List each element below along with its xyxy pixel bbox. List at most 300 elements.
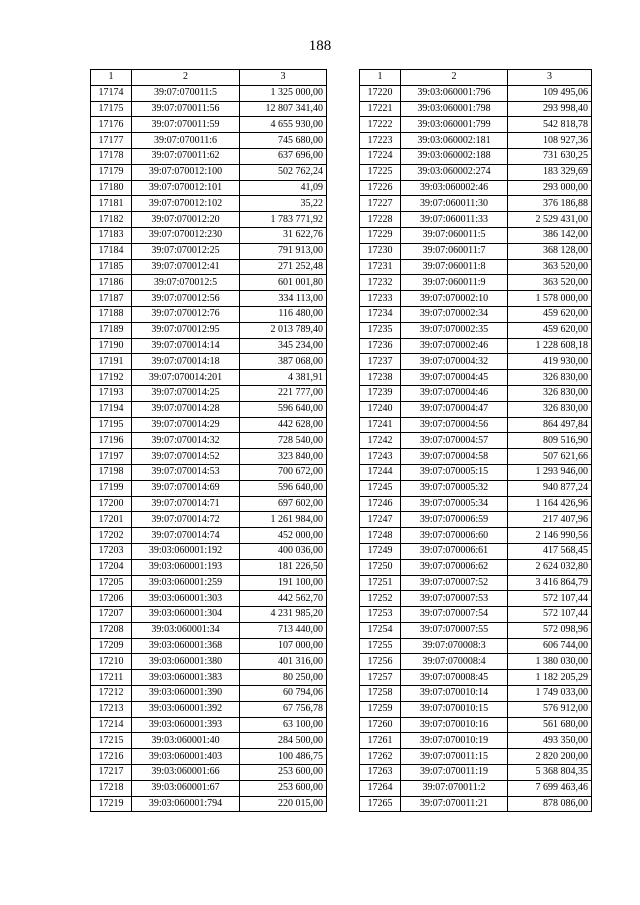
value-amount: 7 699 463,46	[508, 780, 592, 796]
value-amount: 878 086,00	[508, 796, 592, 812]
row-number: 17235	[360, 322, 401, 338]
cadastral-number: 39:07:070008:45	[401, 670, 508, 686]
value-amount: 1 578 000,00	[508, 291, 592, 307]
value-amount: 601 001,80	[240, 275, 327, 291]
value-amount: 326 830,00	[508, 385, 592, 401]
table-row	[360, 512, 592, 528]
cadastral-number: 39:07:070014:53	[132, 464, 240, 480]
value-amount: 1 325 000,00	[240, 85, 327, 101]
table-row	[91, 528, 327, 544]
table-row	[360, 464, 592, 480]
value-amount: 542 818,78	[508, 117, 592, 133]
value-amount: 363 520,00	[508, 259, 592, 275]
table-row	[360, 85, 592, 101]
row-number: 17199	[91, 480, 132, 496]
table-row	[91, 370, 327, 386]
row-number: 17220	[360, 85, 401, 101]
table-row	[91, 243, 327, 259]
table-row	[360, 148, 592, 164]
cadastral-number: 39:03:060001:794	[132, 796, 240, 812]
value-amount: 100 486,75	[240, 749, 327, 765]
value-amount: 221 777,00	[240, 385, 327, 401]
row-number: 17174	[91, 85, 132, 101]
row-number: 17194	[91, 401, 132, 417]
value-amount: 572 107,44	[508, 591, 592, 607]
value-amount: 596 640,00	[240, 480, 327, 496]
value-amount: 637 696,00	[240, 148, 327, 164]
cadastral-number: 39:07:070011:2	[401, 780, 508, 796]
row-number: 17213	[91, 701, 132, 717]
row-number: 17178	[91, 148, 132, 164]
row-number: 17208	[91, 622, 132, 638]
table-row	[360, 401, 592, 417]
value-amount: 1 182 205,29	[508, 670, 592, 686]
value-amount: 2 529 431,00	[508, 212, 592, 228]
cadastral-number: 39:03:060002:46	[401, 180, 508, 196]
cadastral-number: 39:07:070012:56	[132, 291, 240, 307]
row-number: 17216	[91, 749, 132, 765]
table-row	[91, 496, 327, 512]
value-amount: 1 380 030,00	[508, 654, 592, 670]
row-number: 17186	[91, 275, 132, 291]
row-number: 17248	[360, 528, 401, 544]
row-number: 17223	[360, 133, 401, 149]
value-amount: 35,22	[240, 196, 327, 212]
value-amount: 345 234,00	[240, 338, 327, 354]
table-row	[360, 133, 592, 149]
table-row	[360, 259, 592, 275]
value-amount: 452 000,00	[240, 528, 327, 544]
table-row	[360, 449, 592, 465]
row-number: 17240	[360, 401, 401, 417]
cadastral-number: 39:07:070010:19	[401, 733, 508, 749]
cadastral-number: 39:07:070012:101	[132, 180, 240, 196]
value-amount: 284 500,00	[240, 733, 327, 749]
table-row	[360, 433, 592, 449]
value-amount: 713 440,00	[240, 622, 327, 638]
cadastral-number: 39:03:060001:259	[132, 575, 240, 591]
col-header-2: 2	[132, 70, 240, 86]
cadastral-number: 39:07:070004:58	[401, 449, 508, 465]
table-row	[91, 780, 327, 796]
row-number: 17192	[91, 370, 132, 386]
value-amount: 400 036,00	[240, 543, 327, 559]
table-row	[91, 796, 327, 812]
cadastral-number: 39:07:060011:33	[401, 212, 508, 228]
cadastral-number: 39:07:070002:34	[401, 306, 508, 322]
value-amount: 293 998,40	[508, 101, 592, 117]
row-number: 17222	[360, 117, 401, 133]
table-row	[360, 306, 592, 322]
cadastral-number: 39:03:060001:66	[132, 765, 240, 781]
cadastral-number: 39:03:060001:34	[132, 622, 240, 638]
value-amount: 181 226,50	[240, 559, 327, 575]
table-row	[91, 259, 327, 275]
table-row	[360, 164, 592, 180]
table-row	[360, 338, 592, 354]
table-row	[91, 575, 327, 591]
table-row	[91, 433, 327, 449]
table-row	[360, 701, 592, 717]
row-number: 17198	[91, 464, 132, 480]
cadastral-number: 39:07:070005:34	[401, 496, 508, 512]
table-row	[91, 85, 327, 101]
table-row	[360, 765, 592, 781]
value-amount: 183 329,69	[508, 164, 592, 180]
table-row	[91, 180, 327, 196]
table-row	[360, 101, 592, 117]
cadastral-number: 39:07:060011:9	[401, 275, 508, 291]
cadastral-number: 39:07:070007:53	[401, 591, 508, 607]
value-amount: 4 381,91	[240, 370, 327, 386]
value-amount: 67 756,78	[240, 701, 327, 717]
row-number: 17250	[360, 559, 401, 575]
row-number: 17260	[360, 717, 401, 733]
row-number: 17243	[360, 449, 401, 465]
table-row	[360, 528, 592, 544]
table-row	[91, 338, 327, 354]
value-amount: 809 516,90	[508, 433, 592, 449]
row-number: 17212	[91, 686, 132, 702]
value-amount: 401 316,00	[240, 654, 327, 670]
cadastral-number: 39:07:070014:18	[132, 354, 240, 370]
value-amount: 697 602,00	[240, 496, 327, 512]
row-number: 17215	[91, 733, 132, 749]
table-row	[91, 701, 327, 717]
table-row	[91, 212, 327, 228]
cadastral-number: 39:03:060001:368	[132, 638, 240, 654]
table-row	[360, 622, 592, 638]
value-amount: 745 680,00	[240, 133, 327, 149]
value-amount: 1 228 608,18	[508, 338, 592, 354]
row-number: 17245	[360, 480, 401, 496]
value-amount: 2 624 032,80	[508, 559, 592, 575]
row-number: 17185	[91, 259, 132, 275]
value-amount: 116 480,00	[240, 306, 327, 322]
cadastral-number: 39:07:070011:5	[132, 85, 240, 101]
cadastral-number: 39:07:070014:14	[132, 338, 240, 354]
table-row	[91, 306, 327, 322]
value-amount: 572 098,96	[508, 622, 592, 638]
cadastral-number: 39:07:070004:47	[401, 401, 508, 417]
table-row	[91, 464, 327, 480]
table-row	[360, 117, 592, 133]
value-amount: 220 015,00	[240, 796, 327, 812]
row-number: 17256	[360, 654, 401, 670]
row-number: 17177	[91, 133, 132, 149]
row-number: 17225	[360, 164, 401, 180]
registry-table-right	[359, 69, 592, 812]
cadastral-number: 39:03:060001:390	[132, 686, 240, 702]
value-amount: 1 783 771,92	[240, 212, 327, 228]
value-amount: 442 628,00	[240, 417, 327, 433]
row-number: 17202	[91, 528, 132, 544]
value-amount: 326 830,00	[508, 370, 592, 386]
cadastral-number: 39:03:060001:796	[401, 85, 508, 101]
value-amount: 4 231 985,20	[240, 607, 327, 623]
row-number: 17179	[91, 164, 132, 180]
cadastral-number: 39:07:070014:71	[132, 496, 240, 512]
cadastral-number: 39:07:070014:29	[132, 417, 240, 433]
col-header-2: 2	[401, 70, 508, 86]
table-row	[91, 622, 327, 638]
cadastral-number: 39:07:060011:7	[401, 243, 508, 259]
value-amount: 1 164 426,96	[508, 496, 592, 512]
value-amount: 731 630,25	[508, 148, 592, 164]
value-amount: 2 820 200,00	[508, 749, 592, 765]
row-number: 17246	[360, 496, 401, 512]
cadastral-number: 39:07:070011:6	[132, 133, 240, 149]
row-number: 17188	[91, 306, 132, 322]
row-number: 17258	[360, 686, 401, 702]
table-row	[91, 101, 327, 117]
cadastral-number: 39:07:070007:52	[401, 575, 508, 591]
value-amount: 791 913,00	[240, 243, 327, 259]
table-row	[91, 196, 327, 212]
row-number: 17253	[360, 607, 401, 623]
col-header-3: 3	[240, 70, 327, 86]
cadastral-number: 39:07:070014:69	[132, 480, 240, 496]
row-number: 17230	[360, 243, 401, 259]
row-number: 17228	[360, 212, 401, 228]
cadastral-number: 39:07:070002:10	[401, 291, 508, 307]
col-header-1: 1	[91, 70, 132, 86]
row-number: 17234	[360, 306, 401, 322]
row-number: 17204	[91, 559, 132, 575]
value-amount: 368 128,00	[508, 243, 592, 259]
value-amount: 387 068,00	[240, 354, 327, 370]
value-amount: 60 794,06	[240, 686, 327, 702]
value-amount: 728 540,00	[240, 433, 327, 449]
cadastral-number: 39:07:070014:201	[132, 370, 240, 386]
table-row	[91, 654, 327, 670]
table-row	[360, 717, 592, 733]
cadastral-number: 39:07:070012:230	[132, 227, 240, 243]
table-row	[360, 227, 592, 243]
value-amount: 293 000,00	[508, 180, 592, 196]
table-row	[360, 196, 592, 212]
cadastral-number: 39:07:070010:16	[401, 717, 508, 733]
table-row	[91, 227, 327, 243]
value-amount: 326 830,00	[508, 401, 592, 417]
value-amount: 217 407,96	[508, 512, 592, 528]
cadastral-number: 39:07:070012:102	[132, 196, 240, 212]
row-number: 17236	[360, 338, 401, 354]
table-row	[91, 401, 327, 417]
cadastral-number: 39:07:070011:19	[401, 765, 508, 781]
cadastral-number: 39:07:070002:35	[401, 322, 508, 338]
table-row	[91, 543, 327, 559]
row-number: 17189	[91, 322, 132, 338]
row-number: 17249	[360, 543, 401, 559]
cadastral-number: 39:03:060001:304	[132, 607, 240, 623]
table-row	[360, 654, 592, 670]
table-row	[91, 607, 327, 623]
table-row	[91, 117, 327, 133]
row-number: 17203	[91, 543, 132, 559]
value-amount: 41,09	[240, 180, 327, 196]
table-row	[91, 291, 327, 307]
row-number: 17231	[360, 259, 401, 275]
cadastral-number: 39:03:060002:188	[401, 148, 508, 164]
cadastral-number: 39:03:060001:380	[132, 654, 240, 670]
row-number: 17200	[91, 496, 132, 512]
value-amount: 940 877,24	[508, 480, 592, 496]
row-number: 17263	[360, 765, 401, 781]
cadastral-number: 39:03:060001:303	[132, 591, 240, 607]
row-number: 17207	[91, 607, 132, 623]
value-amount: 363 520,00	[508, 275, 592, 291]
cadastral-number: 39:07:070014:52	[132, 449, 240, 465]
value-amount: 493 350,00	[508, 733, 592, 749]
cadastral-number: 39:07:070010:15	[401, 701, 508, 717]
row-number: 17214	[91, 717, 132, 733]
row-number: 17183	[91, 227, 132, 243]
value-amount: 417 568,45	[508, 543, 592, 559]
row-number: 17255	[360, 638, 401, 654]
value-amount: 386 142,00	[508, 227, 592, 243]
cadastral-number: 39:07:070012:41	[132, 259, 240, 275]
cadastral-number: 39:07:070008:3	[401, 638, 508, 654]
cadastral-number: 39:03:060002:274	[401, 164, 508, 180]
value-amount: 606 744,00	[508, 638, 592, 654]
table-row	[91, 275, 327, 291]
cadastral-number: 39:03:060002:181	[401, 133, 508, 149]
table-row	[91, 354, 327, 370]
value-amount: 5 368 804,35	[508, 765, 592, 781]
row-number: 17241	[360, 417, 401, 433]
table-row	[360, 607, 592, 623]
cadastral-number: 39:07:070012:25	[132, 243, 240, 259]
table-row	[360, 543, 592, 559]
table-row	[360, 417, 592, 433]
table-row	[91, 733, 327, 749]
col-header-3: 3	[508, 70, 592, 86]
row-number: 17181	[91, 196, 132, 212]
cadastral-number: 39:07:070014:32	[132, 433, 240, 449]
table-row	[91, 591, 327, 607]
row-number: 17205	[91, 575, 132, 591]
row-number: 17259	[360, 701, 401, 717]
row-number: 17211	[91, 670, 132, 686]
cadastral-number: 39:07:070007:55	[401, 622, 508, 638]
cadastral-number: 39:07:060011:8	[401, 259, 508, 275]
cadastral-number: 39:07:070004:56	[401, 417, 508, 433]
row-number: 17221	[360, 101, 401, 117]
value-amount: 442 562,70	[240, 591, 327, 607]
value-amount: 502 762,24	[240, 164, 327, 180]
row-number: 17257	[360, 670, 401, 686]
table-row	[91, 385, 327, 401]
table-row	[360, 370, 592, 386]
row-number: 17224	[360, 148, 401, 164]
value-amount: 561 680,00	[508, 717, 592, 733]
table-row	[360, 559, 592, 575]
table-row	[360, 591, 592, 607]
value-amount: 376 186,88	[508, 196, 592, 212]
row-number: 17247	[360, 512, 401, 528]
value-amount: 63 100,00	[240, 717, 327, 733]
row-number: 17237	[360, 354, 401, 370]
row-number: 17209	[91, 638, 132, 654]
table-row	[360, 480, 592, 496]
cadastral-number: 39:07:070005:32	[401, 480, 508, 496]
value-amount: 107 000,00	[240, 638, 327, 654]
table-row	[91, 749, 327, 765]
row-number: 17242	[360, 433, 401, 449]
value-amount: 12 807 341,40	[240, 101, 327, 117]
header-row	[91, 70, 327, 86]
table-row	[91, 638, 327, 654]
cadastral-number: 39:07:070011:21	[401, 796, 508, 812]
cadastral-number: 39:03:060001:40	[132, 733, 240, 749]
cadastral-number: 39:03:060001:393	[132, 717, 240, 733]
table-row	[360, 212, 592, 228]
cadastral-number: 39:07:070012:100	[132, 164, 240, 180]
table-row	[360, 496, 592, 512]
cadastral-number: 39:03:060001:192	[132, 543, 240, 559]
cadastral-number: 39:03:060001:403	[132, 749, 240, 765]
row-number: 17184	[91, 243, 132, 259]
value-amount: 419 930,00	[508, 354, 592, 370]
table-row	[360, 780, 592, 796]
cadastral-number: 39:07:070014:72	[132, 512, 240, 528]
value-amount: 459 620,00	[508, 306, 592, 322]
value-amount: 1 293 946,00	[508, 464, 592, 480]
table-row	[91, 480, 327, 496]
row-number: 17176	[91, 117, 132, 133]
table-row	[91, 322, 327, 338]
cadastral-number: 39:07:070012:95	[132, 322, 240, 338]
value-amount: 80 250,00	[240, 670, 327, 686]
cadastral-number: 39:07:070004:46	[401, 385, 508, 401]
table-row	[360, 686, 592, 702]
row-number: 17232	[360, 275, 401, 291]
cadastral-number: 39:07:070014:28	[132, 401, 240, 417]
value-amount: 572 107,44	[508, 607, 592, 623]
row-number: 17218	[91, 780, 132, 796]
value-amount: 253 600,00	[240, 765, 327, 781]
table-row	[360, 796, 592, 812]
row-number: 17217	[91, 765, 132, 781]
row-number: 17233	[360, 291, 401, 307]
table-row	[91, 686, 327, 702]
registry-table-left	[90, 69, 327, 812]
cadastral-number: 39:07:070012:76	[132, 306, 240, 322]
value-amount: 1 749 033,00	[508, 686, 592, 702]
cadastral-number: 39:07:070006:62	[401, 559, 508, 575]
row-number: 17201	[91, 512, 132, 528]
value-amount: 334 113,00	[240, 291, 327, 307]
table-row	[360, 385, 592, 401]
cadastral-number: 39:07:070012:20	[132, 212, 240, 228]
cadastral-number: 39:03:060001:383	[132, 670, 240, 686]
value-amount: 864 497,84	[508, 417, 592, 433]
cadastral-number: 39:07:070006:61	[401, 543, 508, 559]
cadastral-number: 39:07:070002:46	[401, 338, 508, 354]
table-row	[91, 559, 327, 575]
row-number: 17229	[360, 227, 401, 243]
col-header-1: 1	[360, 70, 401, 86]
table-row	[360, 354, 592, 370]
table-row	[360, 733, 592, 749]
table-row	[91, 417, 327, 433]
row-number: 17193	[91, 385, 132, 401]
cadastral-number: 39:03:060001:392	[132, 701, 240, 717]
cadastral-number: 39:07:070004:57	[401, 433, 508, 449]
table-row	[360, 670, 592, 686]
table-row	[360, 575, 592, 591]
